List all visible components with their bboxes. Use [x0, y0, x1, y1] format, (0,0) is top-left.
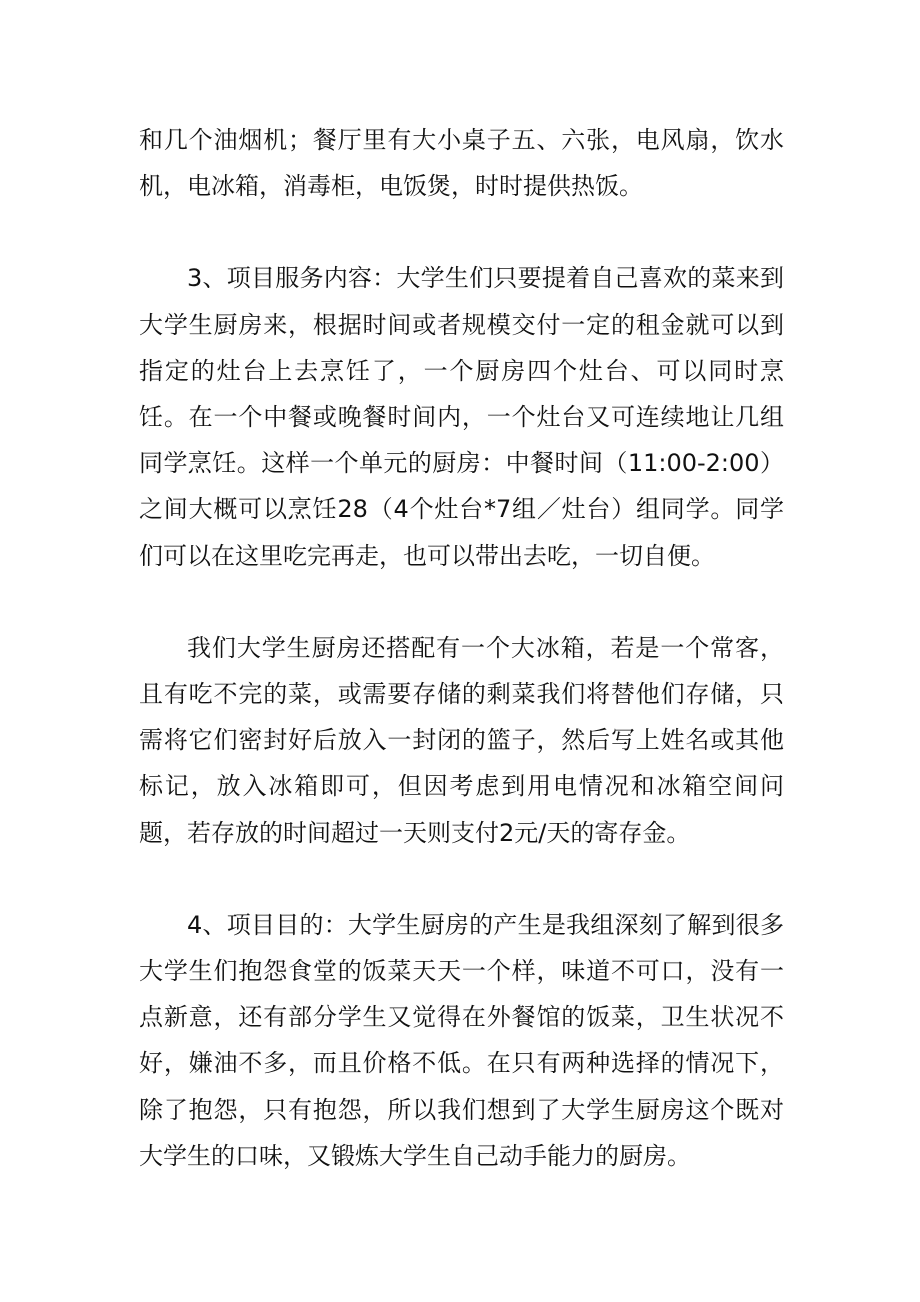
paragraph-spacer — [139, 579, 784, 625]
paragraph-spacer — [139, 856, 784, 902]
paragraph-kitchen-equipment: 和几个油烟机；餐厅里有大小桌子五、六张，电风扇，饮水机，电冰箱，消毒柜，电饭煲，时时提供热饭。 — [139, 126, 784, 201]
paragraph-spacer — [139, 209, 784, 255]
document-body — [139, 117, 784, 1179]
paragraph-project-purpose: 4、项目目的：大学生厨房的产生是我组深刻了解到很多大学生们抱怨食堂的饭菜天天一个样，味道不可口，没有一点新意，还有部分学生又觉得在外餐馆的饭菜，卫生状况不好，嫌油不多，而且价格不低。在只有两种选择的情况下，除了抱怨，只有抱怨，所以我们想到了大学生厨房这个既对大学生的口味，又锻炼大学生自己动手能力的厨房。 — [139, 910, 784, 1170]
paragraph-service-content: 3、项目服务内容：大学生们只要提着自己喜欢的菜来到大学生厨房来，根据时间或者规模交付一定的租金就可以到指定的灶台上去烹饪了，一个厨房四个灶台、可以同时烹饪。在一个中餐或晚餐时间内，一个灶台又可连续地让几组同学烹饪。这样一个单元的厨房：中餐时间（11:00-2:00）之间大概可以烹饪28（4个灶台*7组／灶台）组同学。同学们可以在这里吃完再走，也可以带出去吃，一切自便。 — [139, 264, 784, 570]
paragraph-fridge-storage: 我们大学生厨房还搭配有一个大冰箱，若是一个常客，且有吃不完的菜，或需要存储的剩菜我们将替他们存储，只需将它们密封好后放入一封闭的篮子，然后写上姓名或其他标记，放入冰箱即可，但因考虑到用电情况和冰箱空间问题，若存放的时间超过一天则支付2元/天的寄存金。 — [139, 633, 784, 847]
